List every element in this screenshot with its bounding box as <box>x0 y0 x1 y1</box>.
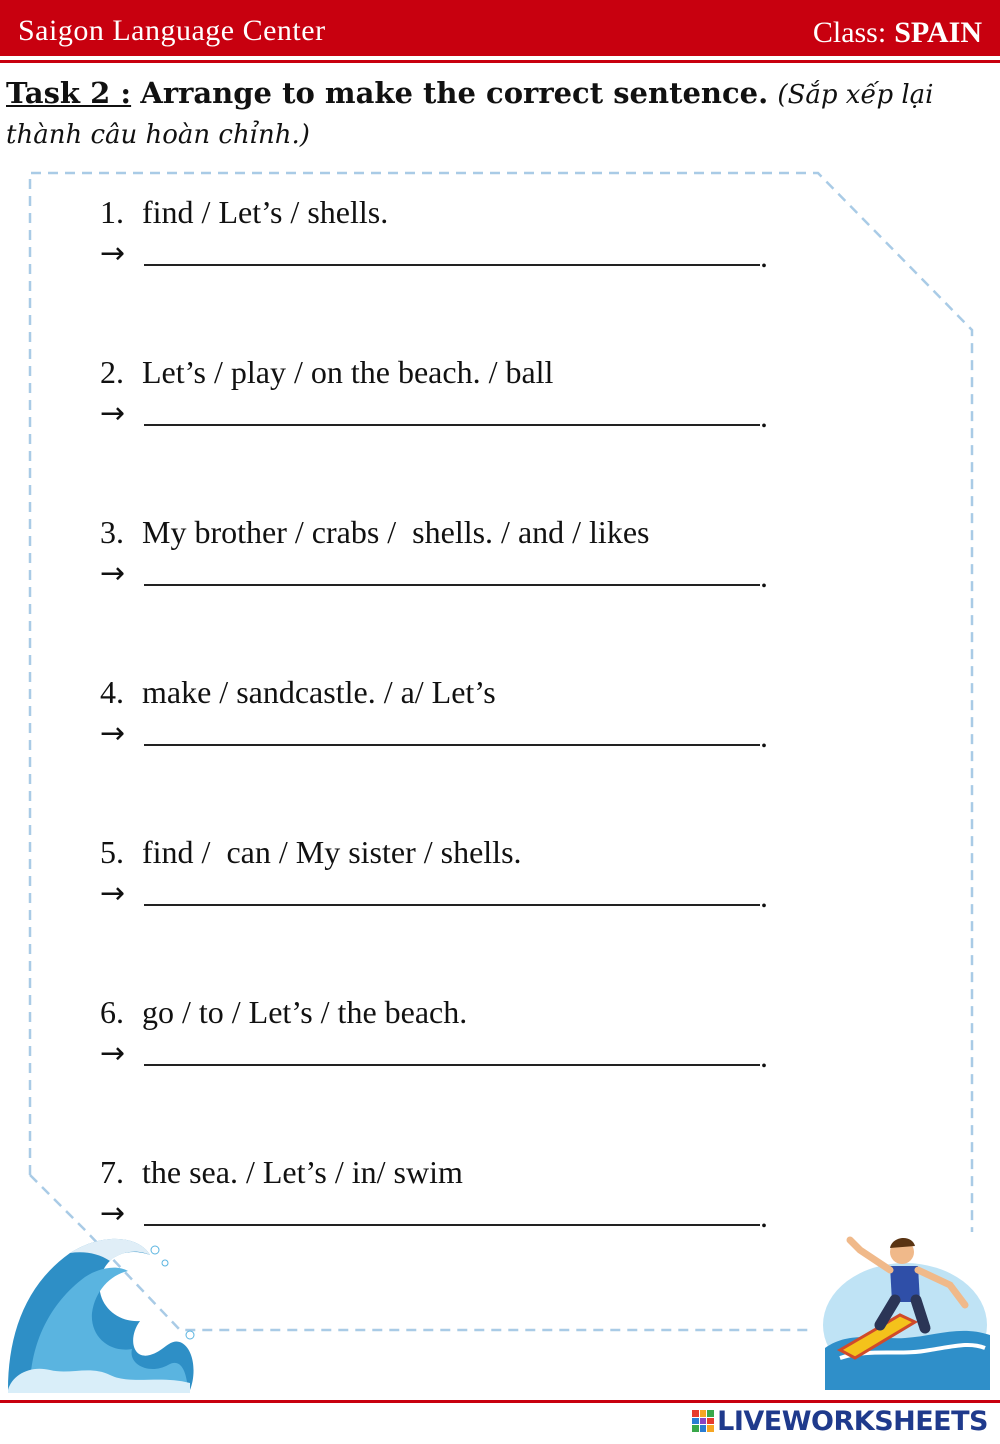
question-prompt: the sea. / Let’s / in/ swim <box>142 1154 463 1190</box>
answer-period: . <box>760 1038 768 1074</box>
surfer-icon <box>820 1230 995 1390</box>
answer-blank[interactable] <box>144 904 760 906</box>
answer-blank[interactable] <box>144 744 760 746</box>
brand-text: LIVEWORKSHEETS <box>717 1405 988 1437</box>
answer-row <box>100 394 780 438</box>
arrow-icon: → <box>100 1036 126 1071</box>
question-number: 6. <box>100 994 124 1030</box>
answer-blank[interactable] <box>144 1224 760 1226</box>
answer-period: . <box>760 238 768 274</box>
question-item <box>100 832 780 918</box>
question-prompt: make / sandcastle. / a/ Let’s <box>142 674 496 710</box>
answer-blank[interactable] <box>144 264 760 266</box>
arrow-icon: → <box>100 396 126 431</box>
question-prompt: find / Let’s / shells. <box>142 194 389 230</box>
answer-row <box>100 1034 780 1078</box>
center-name: Saigon Language Center <box>18 14 326 47</box>
answer-period: . <box>760 718 768 754</box>
question-item <box>100 512 780 598</box>
answer-period: . <box>760 1198 768 1234</box>
question-number: 4. <box>100 674 124 710</box>
task-note: (Sắp xếp lại thành câu hoàn chỉnh.) <box>6 80 934 150</box>
wave-icon <box>0 1225 200 1395</box>
question-item <box>100 672 780 758</box>
task-label: Task 2 : <box>6 76 132 110</box>
question-prompt: My brother / crabs / shells. / and / likes <box>142 514 650 550</box>
answer-row <box>100 874 780 918</box>
question-item <box>100 192 780 278</box>
answer-period: . <box>760 878 768 914</box>
question-item <box>100 992 780 1078</box>
class-value: SPAIN <box>894 16 982 49</box>
answer-period: . <box>760 558 768 594</box>
answer-row <box>100 1194 780 1238</box>
question-number: 5. <box>100 834 124 870</box>
class-label: Class: <box>812 16 887 49</box>
logo-mark <box>692 1410 714 1432</box>
task-instruction: Arrange to make the correct sentence. <box>140 76 769 110</box>
arrow-icon: → <box>100 876 126 911</box>
question-prompt: Let’s / play / on the beach. / ball <box>142 354 554 390</box>
question-number: 2. <box>100 354 124 390</box>
answer-row <box>100 714 780 758</box>
answer-blank[interactable] <box>144 584 760 586</box>
question-number: 7. <box>100 1154 124 1190</box>
answer-blank[interactable] <box>144 1064 760 1066</box>
question-prompt: go / to / Let’s / the beach. <box>142 994 468 1030</box>
question-item <box>100 1152 780 1238</box>
question-prompt: find / can / My sister / shells. <box>142 834 522 870</box>
answer-period: . <box>760 398 768 434</box>
liveworksheets-logo-icon <box>692 1404 988 1438</box>
answer-row <box>100 234 780 278</box>
question-item <box>100 352 780 438</box>
question-number: 1. <box>100 194 124 230</box>
answer-blank[interactable] <box>144 424 760 426</box>
arrow-icon: → <box>100 1196 126 1231</box>
footer-divider <box>0 1400 1000 1403</box>
arrow-icon: → <box>100 716 126 751</box>
question-number: 3. <box>100 514 124 550</box>
arrow-icon: → <box>100 556 126 591</box>
answer-row <box>100 554 780 598</box>
arrow-icon: → <box>100 236 126 271</box>
